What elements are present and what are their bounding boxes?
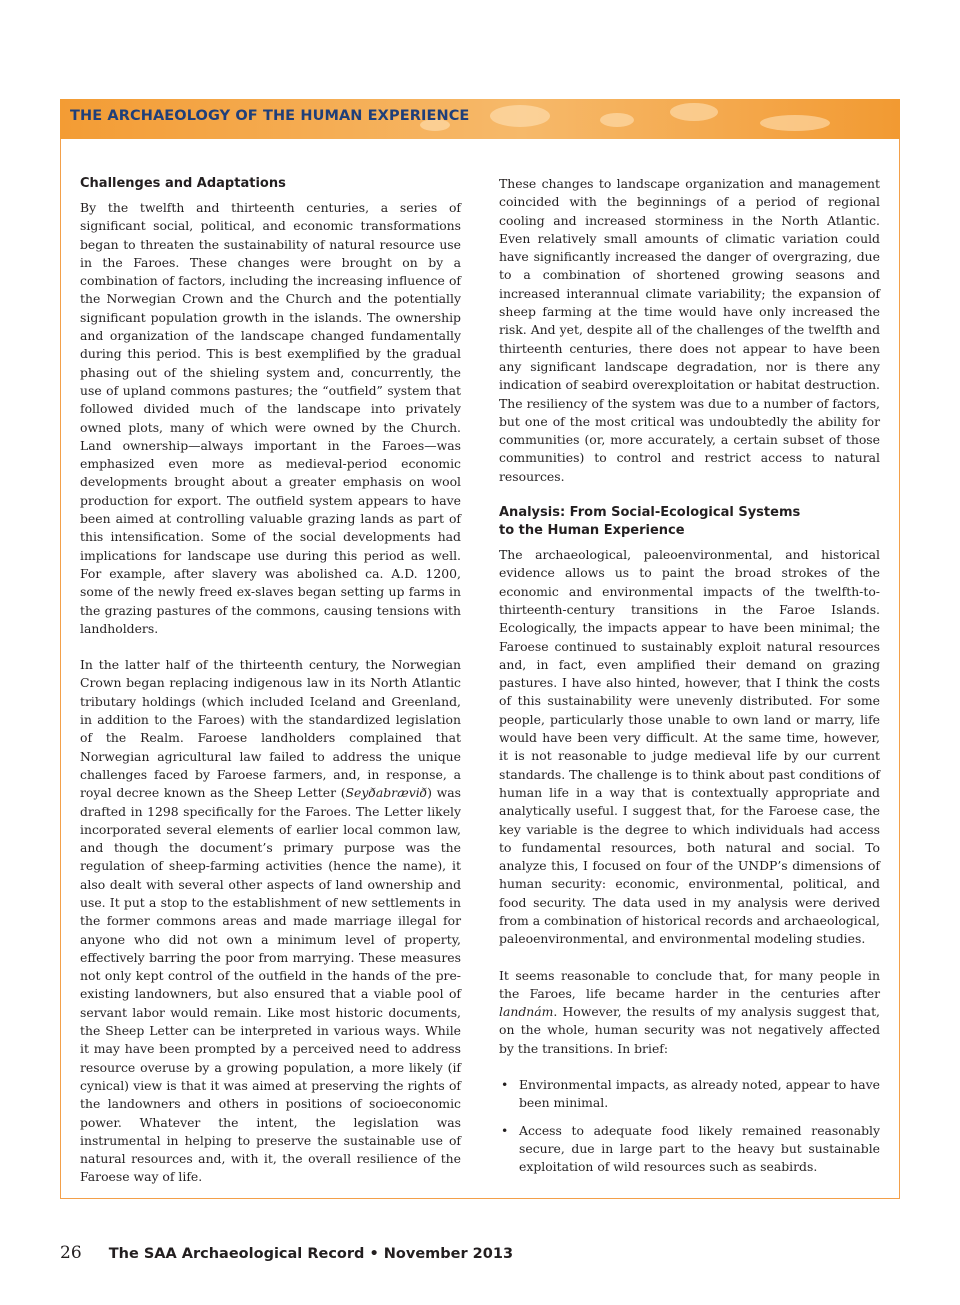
section-title: THE ARCHAEOLOGY OF THE HUMAN EXPERIENCE xyxy=(70,108,470,124)
paragraph: By the twelfth and thirteenth centuries, a series of significant social, political, and economic transformations began to threaten the sustainability of natural resource use in the Faroes. These changes were brought on by a combination of factors, including the increasing influence of the Norwegian Crown and the Church and the potentially significant population growth in the islands. The ownership and organization of the landscape changed fundamentally during this period. This is best exemplified by the gradual phasing out of the shieling system and, concurrently, the use of upland commons pastures; the “outfield” system that followed divided much of the landscape into privately owned plots, many of which were owned by the Church. Land ownership—always important in the Faroes—was emphasized even more as medieval-period economic developments brought about a greater emphasis on wool production for export. The outfield system appears to have been aimed at controlling valuable grazing lands as part of this intensification. Some of the social developments had implications for landscape use during this period as well. For example, after slavery was abolished ca. A.D. 1200, some of the newly freed ex-slaves began setting up farms in the grazing pastures of the commons, causing tensions with landholders. xyxy=(80,200,461,636)
list-item-text: Environmental impacts, as already noted, appear to have been minimal. xyxy=(519,1077,880,1111)
bullet-list xyxy=(499,1076,880,1176)
italic-term: Seyðabrævið xyxy=(345,785,428,801)
journal-title: The SAA Archaeological Record • November 2013 xyxy=(108,1246,514,1262)
list-item xyxy=(499,1122,880,1177)
bullet-icon: • xyxy=(501,1122,509,1138)
paragraph xyxy=(80,656,461,1187)
paragraph-text: It seems reasonable to conclude that, for many people in the Faroes, life became harder in the centuries after xyxy=(499,967,880,1001)
section-heading: Challenges and Adaptations xyxy=(80,176,286,191)
list-item-text: Access to adequate food likely remained reasonably secure, due in large part to the heavy but sustainable exploitation of wild resources such as seabirds. xyxy=(519,1122,880,1175)
paragraph-text: ) was drafted in 1298 specifically for the Faroes. The Letter likely incorporated several elements of earlier local common law, and though the document’s primary purpose was the regulation of sheep-farming activities (hence the name), it also dealt with several other aspects of land ownership and use. It put a stop to the establishment of new settlements in the former commons areas and made marriage illegal for anyone who did not own a minimum level of property, effectively barring the poor from marrying. These measures not only kept control of the outfield in the hands of the pre-existing landowners, but also ensured that a viable pool of servant labor would remain. Like most historic documents, the Sheep Letter can be interpreted in various ways. While it may have been prompted by a perceived need to address resource overuse by a growing population, a more likely (if cynical) view is that it was aimed at preserving the rights of the landowners and others in positions of socioeconomic power. Whatever the intent, the legislation was instrumental in helping to preserve the sustainable use of natural resources and, with it, the overall resilience of the Faroese way of life. xyxy=(80,785,462,1185)
right-column xyxy=(499,175,880,1186)
banner-texture xyxy=(600,113,634,127)
heading-line: to the Human Experience xyxy=(499,523,685,539)
list-item xyxy=(499,1076,880,1113)
paragraph: These changes to landscape organization and management coincided with the beginnings of a period of regional cooling and increased storminess in the North Atlantic. Even relatively small amounts of climatic variation could have significantly increased the danger of overgrazing, due to a combination of shortened growing seasons and increased interannual climate variability; the expansion of sheep farming at the time would have only increased the risk. And yet, despite all of the challenges of the twelfth and thirteenth centuries, there does not appear to have been any significant landscape degradation, nor is there any indication of seabird overexploitation or habitat destruction. The resiliency of the system was due to a number of factors, but one of the most critical was undoubtedly the ability for communities (or, more accurately, a certain subset of those communities) to control and restrict access to natural resources. xyxy=(499,176,880,484)
heading-line: Analysis: From Social-Ecological Systems xyxy=(499,505,801,521)
section-banner xyxy=(60,99,900,139)
paragraph: The archaeological, paleoenvironmental, and historical evidence allows us to paint the broad strokes of the economic and environmental impacts of the twelfth-to-thirteenth-century transitions in the Faroe Islands. Ecologically, the impacts appear to have been minimal; the Faroese continued to sustainably exploit natural resources and, in fact, even amplified their demand on grazing pastures. I have also hinted, however, that I think the costs of this sustainability were unevenly distributed. For some people, particularly those unable to own land or marry, life would have been very difficult. At the same time, however, it is not reasonable to judge medieval life by our current standards. The challenge is to think about past conditions of human life in a way that is contextually appropriate and analytically useful. I suggest that, for the Faroese case, the key variable is the degree to which individuals had access to fundamental resources, both natural and social. To analyze this, I focused on four of the UNDP’s dimensions of human security: economic, environmental, political, and food security. The data used in my analysis were derived from a combination of historical records and archaeological, paleoenvironmental, and environmental modeling studies. xyxy=(499,547,880,947)
paragraph-text: In the latter half of the thirteenth century, the Norwegian Crown began replacing indigenous law in its North Atlantic tributary holdings (which included Iceland and Greenland, in addition to the Faroes) with the standardized legislation of the Realm. Faroese landholders complained that Norwegian agricultural law failed to address the unique challenges faced by Faroese farmers, and, in response, a royal decree known as the Sheep Letter ( xyxy=(80,657,461,801)
bullet-icon: • xyxy=(501,1077,509,1093)
banner-texture xyxy=(760,115,830,131)
italic-term: landnám xyxy=(499,1004,554,1020)
page-number: 26 xyxy=(60,1243,82,1263)
page-footer xyxy=(60,1243,513,1263)
section-heading xyxy=(499,504,880,540)
left-column xyxy=(80,175,461,1205)
banner-texture xyxy=(490,105,550,127)
banner-texture xyxy=(670,103,718,121)
paragraph xyxy=(499,967,880,1058)
paragraph-text: . However, the results of my analysis suggest that, on the whole, human security was not negatively affected by the transitions. In brief: xyxy=(499,1004,880,1056)
